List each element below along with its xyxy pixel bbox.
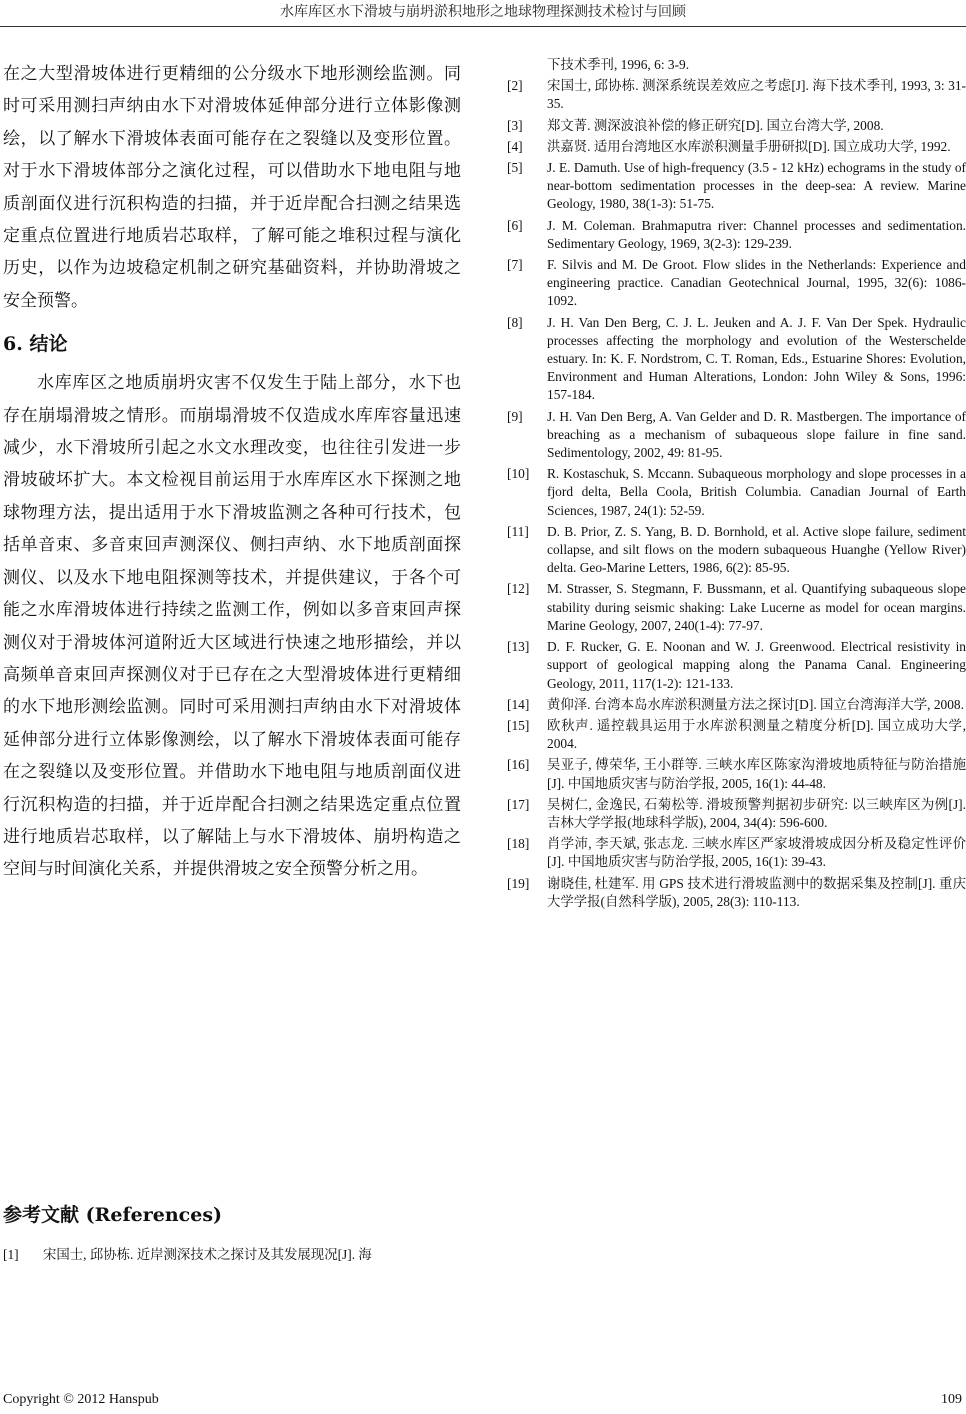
reference-number: [4] bbox=[507, 138, 523, 154]
references-title: 参考文献 (References) bbox=[3, 1204, 223, 1226]
reference-item bbox=[507, 138, 966, 156]
reference-item bbox=[507, 717, 966, 753]
reference-item bbox=[507, 696, 966, 714]
continuation-paragraph: 在之大型滑坡体进行更精细的公分级水下地形测绘监测。同时可采用测扫声纳由水下对滑坡体延伸部分进行立体影像测绘，以了解水下滑坡体表面可能存在之裂缝以及变形位置。对于水下滑坡体部分之演化过程，可以借助水下地电阻与地质剖面仪进行沉积构造的扫描，并于近岸配合扫测之结果选定重点位置进行地质岩芯取样，了解可能之堆积过程与演化历史，以作为边坡稳定机制之研究基础资料，并协助滑坡之安全预警。 bbox=[3, 64, 461, 311]
references-left bbox=[3, 1246, 461, 1267]
reference-text: R. Kostaschuk, S. Mccann. Subaqueous morphology and slope processes in a fjord delta, Bella Coola, British Columbia. Canadian Journal of Earth Sciences, 1987, 24(1): 52-59. bbox=[547, 466, 966, 518]
copyright-footer: Copyright © 2012 Hanspub bbox=[3, 1392, 159, 1407]
reference-item bbox=[3, 1246, 461, 1264]
reference-text: D. F. Rucker, G. E. Noonan and W. J. Greenwood. Electrical resistivity in support of geological mapping along the Panama Canal. Engineering Geology, 2011, 117(1-2): 121-133. bbox=[547, 639, 966, 691]
reference-number: [6] bbox=[507, 217, 523, 233]
reference-text: F. Silvis and M. De Groot. Flow slides in the Netherlands: Experience and engineering practice. Canadian Geotechnical Journal, 1995, 32(6): 1086-1092. bbox=[547, 257, 966, 309]
reference-item bbox=[507, 835, 966, 871]
reference-number: [1] bbox=[3, 1247, 19, 1262]
reference-text: 宋国士, 邱协栋. 近岸测深技术之探讨及其发展现况[J]. 海 bbox=[43, 1247, 372, 1262]
reference-text: J. M. Coleman. Brahmaputra river: Channel processes and sedimentation. Sedimentary Geology, 1969, 3(2-3): 129-239. bbox=[547, 217, 966, 251]
conclusion-paragraph: 水库库区之地质崩坍灾害不仅发生于陆上部分，水下也存在崩塌滑坡之情形。而崩塌滑坡不仅造成水库库容量迅速减少，水下滑坡所引起之水文水理改变，也往往引发进一步滑坡破坏扩大。本文检视目前运用于水库库区水下探测之地球物理方法，提出适用于水下滑坡监测之各种可行技术，包括单音束、多音束回声测深仪、侧扫声纳、水下地质剖面探测仪、以及水下地电阻探测等技术，并提供建议，于各个可能之水库滑坡体进行持续之监测工作，例如以多音束回声探测仪对于滑坡体河道附近大区域进行快速之地形描绘，并以高频单音束回声探测仪对于已存在之大型滑坡体进行更精细的水下地形测绘监测。同时可采用测扫声纳由水下对滑坡体延伸部分进行立体影像测绘，以了解水下滑坡体表面可能存在之裂缝以及变形位置。并借助水下地电阻与地质剖面仪进行沉积构造的扫描，并于近岸配合扫测之结果选定重点位置进行地质岩芯取样，以了解陆上与水下滑坡体、崩坍构造之空间与时间演化关系，并提供滑坡之安全预警分析之用。 bbox=[3, 373, 461, 880]
reference-text: 下技术季刊, 1996, 6: 3-9. bbox=[547, 57, 690, 72]
reference-item bbox=[507, 408, 966, 463]
reference-item bbox=[507, 875, 966, 911]
running-header: 水库库区水下滑坡与崩坍淤积地形之地球物理探测技术检讨与回顾 bbox=[0, 0, 966, 27]
reference-item bbox=[507, 256, 966, 311]
reference-number: [7] bbox=[507, 257, 523, 273]
reference-text: 洪嘉贤. 适用台湾地区水库淤积测量手册研拟[D]. 国立成功大学, 1992. bbox=[547, 138, 951, 154]
reference-number bbox=[507, 56, 547, 74]
reference-number: [13] bbox=[507, 639, 530, 655]
reference-number: [9] bbox=[507, 408, 523, 424]
reference-item bbox=[507, 77, 966, 113]
reference-number: [10] bbox=[507, 466, 530, 482]
reference-number: [12] bbox=[507, 581, 530, 597]
references-right bbox=[507, 56, 966, 914]
reference-text: D. B. Prior, Z. S. Yang, B. D. Bornhold, et al. Active slope failure, sediment collapse, and silt flows on the modern subaqueous Huanghe (Yellow River) delta. Geo-Marine Letters, 1986, 6(2): 85-95. bbox=[547, 523, 966, 576]
page-number: 109 bbox=[941, 1392, 962, 1407]
reference-text: 吴树仁, 金逸民, 石菊松等. 滑坡预警判据初步研究: 以三峡库区为例[J]. 吉林大学学报(地球科学版), 2004, 34(4): 596-600. bbox=[547, 796, 966, 830]
reference-item bbox=[507, 217, 966, 253]
reference-item bbox=[507, 117, 966, 135]
reference-number: [3] bbox=[507, 117, 523, 133]
reference-item bbox=[507, 159, 966, 214]
reference-text: 肖学沛, 李天斌, 张志龙. 三峡水库区严家坡滑坡成因分析及稳定性评价[J]. 中国地质灾害与防治学报, 2005, 16(1): 39-43. bbox=[547, 836, 966, 870]
reference-item bbox=[507, 314, 966, 405]
reference-text: 黄仰泽. 台湾本岛水库淤积测量方法之探讨[D]. 国立台湾海洋大学, 2008. bbox=[547, 696, 964, 712]
left-column bbox=[3, 58, 461, 886]
reference-text: M. Strasser, S. Stegmann, F. Bussmann, et al. Quantifying subaqueous slope stability during seismic shaking: Lake Lucerne as model for ocean margins. Marine Geology, 2007, 240(1-4): 77-97. bbox=[547, 581, 966, 633]
reference-item bbox=[507, 56, 966, 74]
reference-item bbox=[507, 796, 966, 832]
reference-number: [8] bbox=[507, 314, 523, 330]
section-6-title: 6. 结论 bbox=[3, 333, 68, 356]
reference-text: 欧秋声. 遥控载具运用于水库淤积测量之精度分析[D]. 国立成功大学, 2004. bbox=[547, 717, 966, 752]
reference-number: [18] bbox=[507, 836, 530, 852]
reference-number: [15] bbox=[507, 717, 530, 733]
reference-item bbox=[507, 580, 966, 635]
reference-text: 郑文菁. 测深波浪补偿的修正研究[D]. 国立台湾大学, 2008. bbox=[547, 117, 884, 133]
reference-number: [19] bbox=[507, 875, 530, 891]
reference-text: J. H. Van Den Berg, C. J. L. Jeuken and A. J. F. Van Der Spek. Hydraulic processes affecting the morphology and evolution of the Westerschelde estuary. In: K. F. Nordstrom, C. T. Roman, Eds., Estuarine Shores: Evolution, Environment and Human Alterations, London: John Wiley & Sons, 1996: 157-184. bbox=[547, 314, 966, 403]
reference-text: J. E. Damuth. Use of high-frequency (3.5 - 12 kHz) echograms in the study of near-bottom sedimentation processes in the deep-sea: A review. Marine Geology, 1980, 38(1-3): 51-75. bbox=[547, 160, 966, 212]
reference-number: [16] bbox=[507, 757, 530, 773]
reference-item bbox=[507, 756, 966, 792]
reference-item bbox=[507, 638, 966, 693]
reference-item bbox=[507, 523, 966, 578]
reference-text: 吴亚子, 傅荣华, 王小群等. 三峡水库区陈家沟滑坡地质特征与防治措施[J]. 中国地质灾害与防治学报, 2005, 16(1): 44-48. bbox=[547, 757, 966, 791]
reference-number: [14] bbox=[507, 696, 530, 712]
reference-number: [11] bbox=[507, 523, 529, 539]
reference-text: 谢晓佳, 杜建军. 用 GPS 技术进行滑坡监测中的数据采集及控制[J]. 重庆大学学报(自然科学版), 2005, 28(3): 110-113. bbox=[547, 875, 966, 909]
reference-number: [5] bbox=[507, 160, 523, 176]
reference-text: 宋国士, 邱协栋. 测深系统误差效应之考虑[J]. 海下技术季刊, 1993, 3: 31-35. bbox=[547, 78, 966, 112]
reference-number: [2] bbox=[507, 78, 523, 94]
reference-text: J. H. Van Den Berg, A. Van Gelder and D. R. Mastbergen. The importance of breaching as a mechanism of subaqueous slope failure in fine sand. Sedimentology, 2002, 49: 81-95. bbox=[547, 408, 966, 461]
reference-item bbox=[507, 465, 966, 520]
reference-number: [17] bbox=[507, 796, 530, 812]
